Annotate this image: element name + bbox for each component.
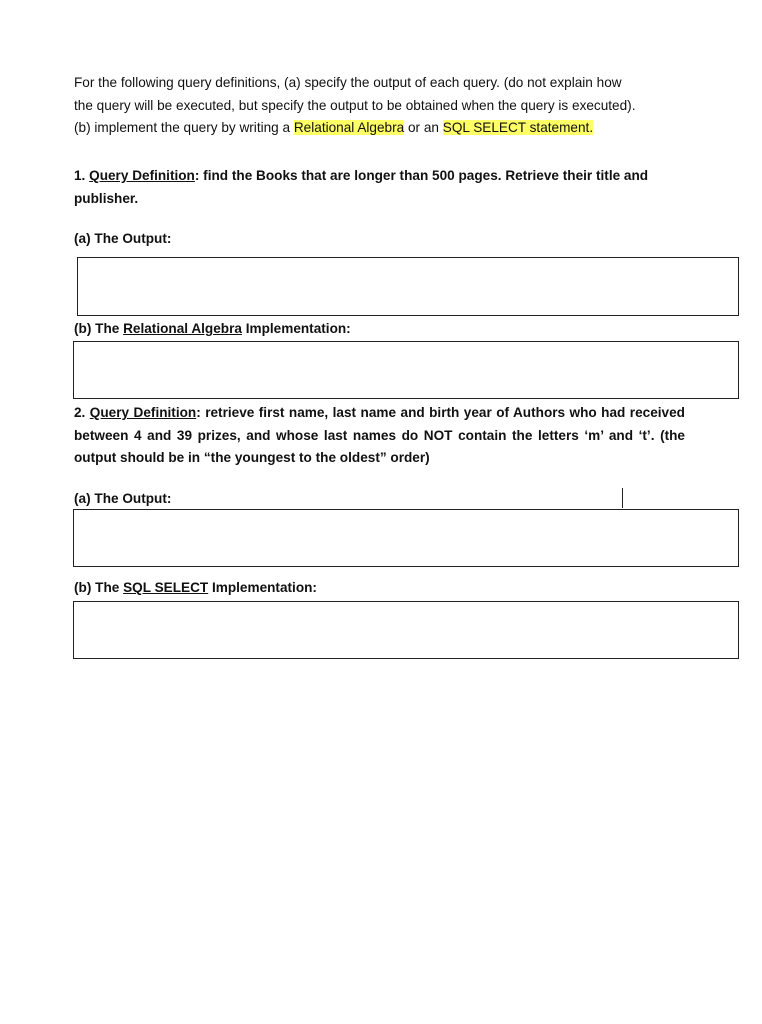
q1-implementation-answer-box[interactable] [73, 341, 739, 399]
intro-line-2: the query will be executed, but specify the output to be obtained when the query is executed). [74, 97, 636, 113]
intro-line-1: For the following query definitions, (a) specify the output of each query. (do not explain how [74, 75, 622, 90]
q2-definition-text: : retrieve first name, last name and birth year of Authors who had received between 4 and 39 prizes, and whose last names do NOT contain the letters ‘m’ and ‘t’. (the output should be in “the youngest to the oldest” order) [74, 405, 685, 465]
q1-number: 1. [74, 168, 90, 183]
q1-implementation-label [74, 318, 694, 341]
q1-definition-text: : find the Books that are longer than 500 pages. Retrieve their title and publisher. [74, 168, 649, 206]
q1-impl-prefix: (b) The [74, 321, 124, 336]
highlight-relational-algebra: Relational Algebra [293, 120, 405, 135]
intro-line-3-prefix: (b) implement the query by writing a [74, 120, 294, 135]
q2-definition [74, 402, 685, 470]
intro-paragraph [74, 72, 694, 140]
q2-implementation-answer-box[interactable] [73, 601, 739, 659]
q1-output-answer-box[interactable] [77, 257, 739, 316]
intro-line-3-mid: or an [404, 120, 443, 135]
text-cursor [622, 488, 623, 508]
q2-impl-prefix: (b) The [74, 580, 124, 595]
q1-impl-suffix: Implementation: [241, 321, 351, 336]
q2-number: 2. [74, 405, 90, 420]
q1-impl-term: Relational Algebra [123, 321, 242, 336]
q2-definition-label: Query Definition [89, 405, 197, 420]
q1-definition-label: Query Definition [89, 168, 195, 183]
q1-output-label: (a) The Output: [74, 231, 172, 246]
q2-impl-suffix: Implementation: [208, 580, 317, 595]
highlight-sql-select: SQL SELECT statement. [442, 120, 594, 135]
q2-implementation-label [74, 577, 694, 600]
q1-definition [74, 165, 694, 210]
q2-impl-term: SQL SELECT [123, 580, 209, 595]
q2-output-label: (a) The Output: [74, 491, 172, 506]
q2-output-answer-box[interactable] [73, 509, 739, 567]
